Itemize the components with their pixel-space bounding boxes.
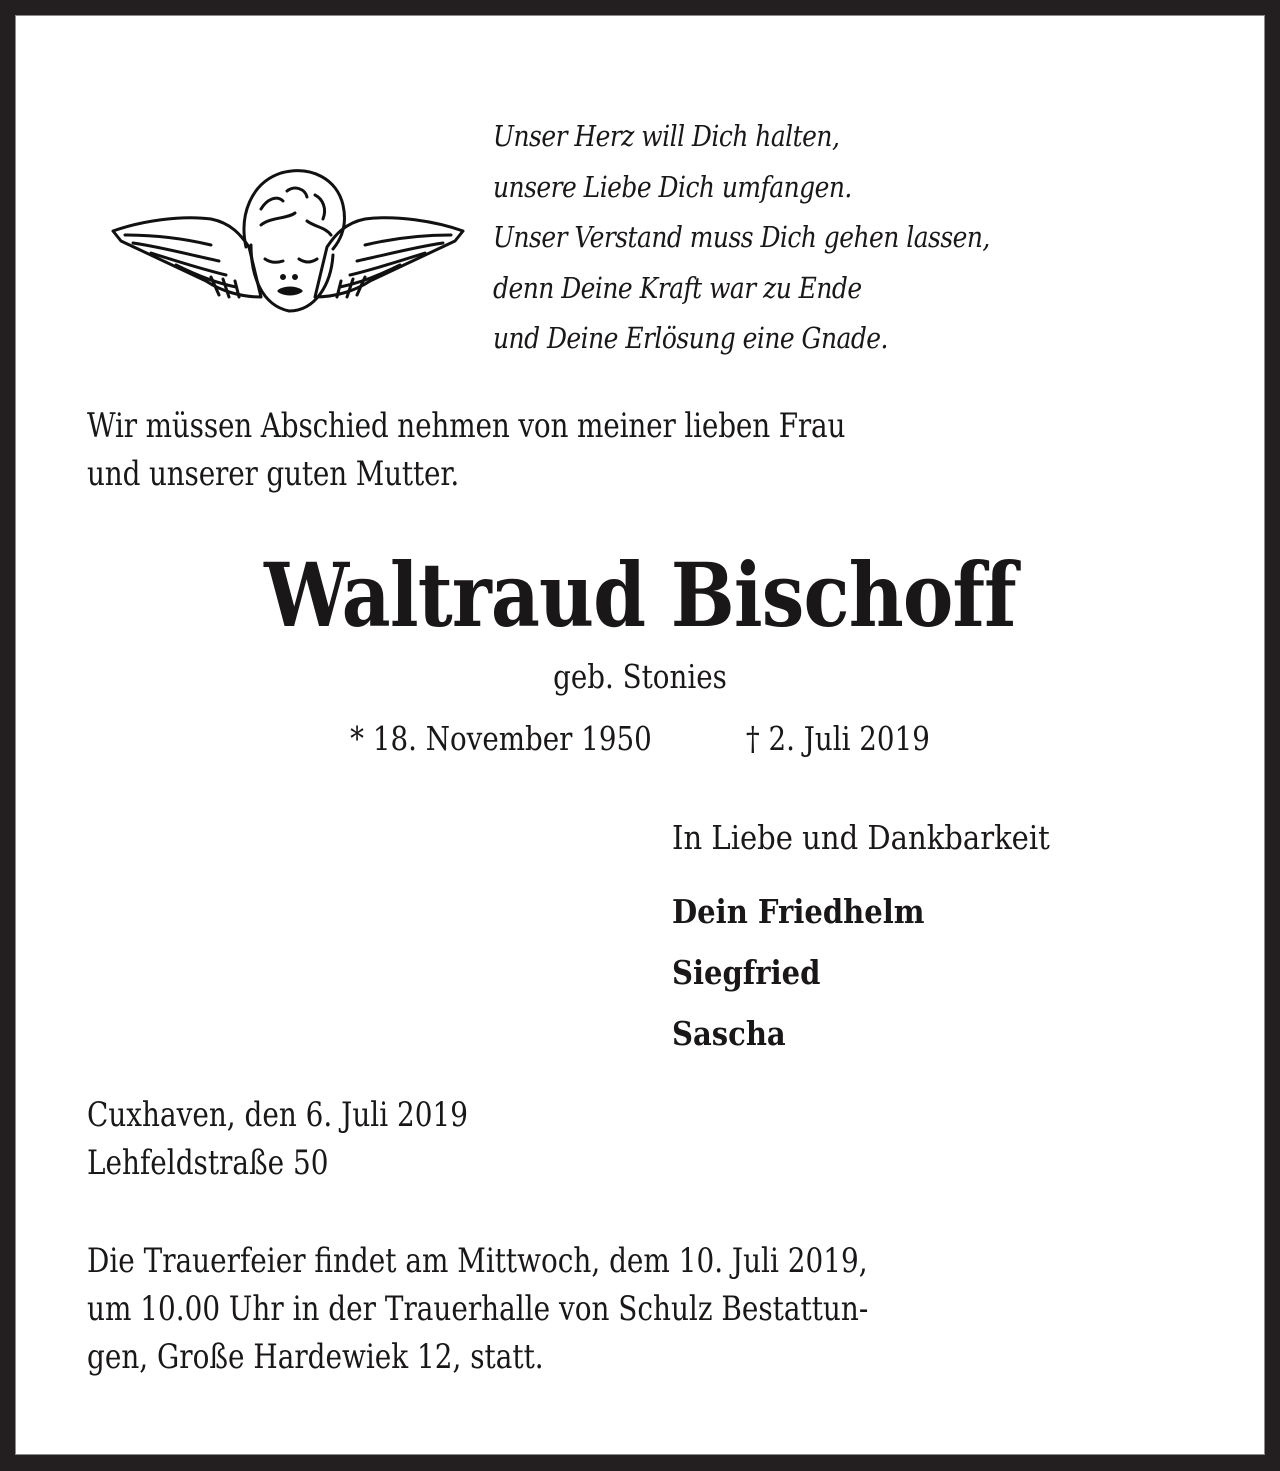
- signers-list: [672, 881, 924, 1064]
- funeral-service-info: [87, 1237, 868, 1381]
- signoff-text: In Liebe und Dankbarkeit: [672, 818, 1050, 857]
- service-line: gen, Große Hardewiek 12, statt.: [87, 1337, 544, 1377]
- signer-name: Dein Friedhelm: [672, 892, 925, 931]
- poem-line: Unser Herz will Dich halten,: [493, 119, 840, 153]
- deceased-name: Waltraud Bischoff: [264, 543, 1016, 647]
- poem-line: denn Deine Kraft war zu Ende: [493, 270, 862, 305]
- poem-line: Unser Verstand muss Dich gehen lassen,: [493, 220, 990, 254]
- poem-line: unsere Liebe Dich umfangen.: [493, 169, 852, 204]
- poem-line: und Deine Erlösung eine Gnade.: [493, 321, 888, 355]
- cherub-angel-icon: [111, 165, 465, 317]
- birth-date: * 18. November 1950: [350, 719, 652, 758]
- maiden-name: geb. Stonies: [553, 657, 727, 696]
- place-date: Cuxhaven, den 6. Juli 2019: [87, 1095, 468, 1135]
- place-and-address: [87, 1091, 468, 1187]
- intro-line: Wir müssen Abschied nehmen von meiner lieben Frau: [87, 406, 846, 446]
- memorial-poem: [493, 111, 990, 364]
- service-line: Die Trauerfeier findet am Mittwoch, dem 10. Juli 2019,: [87, 1241, 868, 1281]
- life-dates: [115, 717, 1165, 761]
- signer-name: Siegfried: [672, 953, 821, 992]
- intro-line: und unserer guten Mutter.: [87, 454, 460, 494]
- address: Lehfeldstraße 50: [87, 1143, 329, 1183]
- obituary-notice: [15, 15, 1265, 1455]
- service-line: um 10.00 Uhr in der Trauerhalle von Schulz Bestattun-: [87, 1289, 869, 1329]
- intro-text: [87, 402, 845, 498]
- death-date: † 2. Juli 2019: [745, 719, 930, 758]
- signer-name: Sascha: [672, 1014, 786, 1053]
